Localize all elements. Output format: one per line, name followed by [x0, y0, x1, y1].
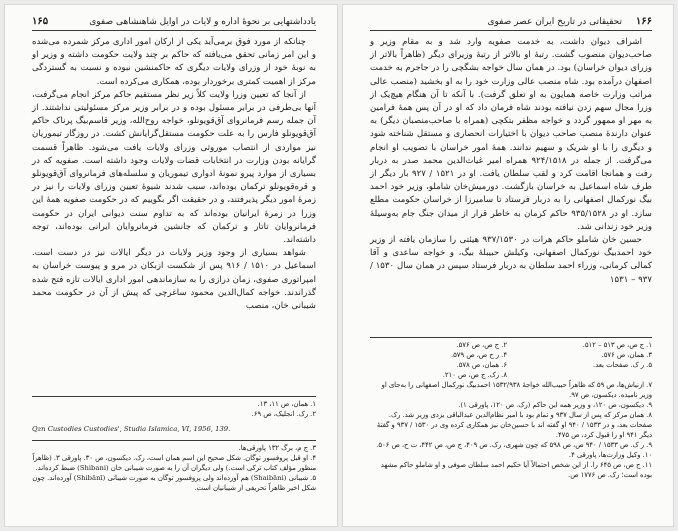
- left-footnotes-top: [32, 399, 316, 419]
- footnote: ۱. همان، ص ۱۱، ۱۳.: [257, 400, 316, 408]
- footnote: ۶. همان، ص ۵۷۸.: [456, 361, 507, 369]
- footnote-column-left: [370, 340, 507, 380]
- left-paragraph-2: از آنجا که تعیین وزرا ولایت کلاً زیر نظر مستقیم حاکم مرکز انجام می‌گرفت، آنها بی‌طرفی در برابر مسئول بوده و در برابر وزیر مرکز مسئولیتی نداشتند. از آن جمله رسم فرمانروای آق‌قویونلو، خواجه روح‌الله، وزیر قاسم‌بیگ پرناک حاکم آق‌قویونلو فارس را به علت حکومت مستقل‌گرایانش کشت. در روزگار تیموریان نیز مواردی از انتصاب موروثی وزرای ولایات یافت می‌شود. ظاهراً قسمت گرایانه بودن وزارت در انتخابات قضات ولایات وجود داشته است. صفویه که در بسیاری از موارد پیرو نمونهٔ ادواری تیموریان و سلسله‌های فرمانروای آق‌قویونلو و قره‌قویونلو ترکمان بوده‌اند، سبب شدند شیوهٔ تعیین وزرای ولایات را نیز در زمرهٔ امور دیگر پذیرفتند، و در حقیقت اگر بگوییم که در حکومت صفویه همهٔ این وزرا در زمرهٔ ایرانیان بوده‌اند که به تداوم سنت دیوانی ایران در حکومت فرمانروایان تاتار و ترکمان که جانشین فرمانروایان ایرانی بوده‌اند، توجه داشته‌اند.: [32, 89, 316, 246]
- left-footnotes-bottom: [32, 443, 316, 493]
- right-running-head: تحقیقاتی در تاریخ ایران عصر صفوی: [487, 17, 622, 27]
- right-page-number: ۱۶۶: [635, 16, 652, 27]
- footnote-grid: [370, 340, 652, 380]
- footnote: ۸. همان مرکز که پس از سال ۹۳۷ و تمام بود با امیر نظام‌الدین عبدالباقی یزدی وزیر شد. رک. صفحات بعد، و در ۱۵۳۳ / ۹۴۰ او گفته اند با حسین‌خان نیز همکاری کرده وی در ۱۵۳۰ / ۹۳۷ و گفتهٔ دیگر ۹۴۱ او را قبول کرد، ص ۴۷۵.: [376, 411, 652, 439]
- right-footnote-rule: [370, 337, 652, 338]
- left-page-number: ۱۶۵: [32, 16, 49, 27]
- left-paragraph-3: شواهد بسیاری از وجود وزیر ولایات در دیگر ایالات نیز در دست است. اسماعیل در ۱۵۱۰ / ۹۱۶ پس از شکست ازبکان در مرو و پیوست خراسان به امپراتوری صفوی، زمان درازی را به سازماندهی امور اداری ایالات تازه فتح شده گذراندند. خواجه کمال‌الدین محمود ساغرچی که پیش از آن در حکومت محمد شیبانی خان، منصب: [32, 248, 316, 312]
- footnote: ۱۰. وکیل وزارت‌ها، پاورقی ۴.: [568, 451, 652, 459]
- left-running-head: یادداشتهایی بر نحوهٔ اداره و لایات در اوایل شاهنشاهی صفوی: [89, 17, 316, 27]
- footnote: ۴. ر ح ص، ص ۵۷۹.: [450, 351, 507, 359]
- footnote: ۱۱. ج ص، ص ۶۴۵ را. از این شخص احتمالاً آیا حکیم احمد سلطان صوفی و او شاملو حاکم مشهد بوده است؛ رک. ص ۱۷۷۶ ص.: [380, 461, 652, 479]
- latin-citation: Qzn Custodies Custodies', Studia Islamica, VI, 1956, 139.: [32, 425, 231, 433]
- footnote: ۳. همان، ص ۵۷۶.: [601, 351, 652, 359]
- footnote-column-right: [515, 340, 652, 380]
- footnote: ۴. او قبل پروفسور توگان. شکل صحیح این اسم همان است، رک. دیکسون، ص ۳۰. پاورقی ۳. (ظاهراً منظور مؤلف کتاب ترکی است.) ولی دیگران آن را به صورت شیبانی خان (Shibani) ضبط کرده‌اند.: [32, 454, 316, 472]
- right-paragraph-2: حسین خان شاملو حاکم هرات در ۹۳۷/۱۵۳۰ هیئتی را سازمان یافته از وزیر خود احمدبیگ نورکمال اصفهانی، وکیلش حبیبلهٔ بیگ، و خواجه ساعدی و آقا کمالی کرمانی، وزراء احمد سلطان به دربار فرستاد سپس در همان سال ۱۵۳۰ / ۹۳۷ – ۱۵۳۱: [370, 235, 652, 285]
- right-paragraph-1: اشراف دیوان داشت، به خدمت صفویه وارد شد و به مقام وزیر و صاحب‌دیوان منصوب گشت. رتبهٔ او بالاتر از رتبهٔ وزیرای دیگر (ظاهراً بالاتر از وزرای دیوان خراسان) بود. در همان سال خواجه بشگچی را در جاجرم به خدمت اصفهان درآمده بود. شاه منصب عالی وزارت خود را به او بخشید (منصب عالی مراتب وزارت خاصه همایون به او تعلق گرفت). با آنکه تا آن هنگام هیچ‌یک از وزرا مجال سهم زدن نیافته بودند شاه فرمان داد که او در آن پس همهٔ فرامین به مهر او ممهور گردد و خواجه مظفر بتکچی (همراه با صاحب‌منصبان دیگر) به عنوان دارندهٔ منصب صاحب دیوان با اختیارات انحصاری و مستقل شناخته شود و دیگری را با او شریک و سهیم ندانند. همهٔ امور خراسان با تصویب او انجام می‌گرفت. از جمله در ۹۲۴/۱۵۱۸ همراه امیر غیاث‌الدین محمد صدر به دربار رفت و همانجا اقامت کرد و لقب سلطان یافت. او در ۱۵۲۱ / ۹۲۷ بار دیگر از طرف شاه اسماعیل به خراسان بازگشت. دورمیش‌خان شاملو، وزیر خود احمد بیگ نورکمال اصفهانی را به دربار فرستاد تا سامیرزا از خراسان حکومت مطلع سازد. او در ۹۳۵/۱۵۲۸ حاکم کرمان به خاطر قرار از میدان جنگ جام به‌وسیلهٔ وزیر خود زندانی شد.: [370, 37, 652, 232]
- footnote: ۱. ج ص، ص ۵۱۳ – ۵۱۲.: [582, 341, 652, 349]
- right-footnotes: [370, 340, 652, 480]
- footnote: ۵. شیبانی (Shaibāni) هم آورده‌اند ولی پروفسور توگان به صورت شیبانی (Shibānī) آورده‌اند. چون شکل اخیر ظاهراً تحریفی از شیبانیان است.: [32, 474, 316, 492]
- right-page: [342, 4, 674, 527]
- footnote: ۲. رک. انجلیک، ص ۶۹.: [251, 410, 316, 418]
- left-paragraph-1: چنانکه از مورد فوق برمی‌آید یکی از ارکان امور اداری مرکز شمرده می‌شده و این امر زمانی تحقق می‌یافته که حاکم بر چند ولایت حکومت داشته و وزیر او به نوبهٔ خود از وزرای ولایات دیگری که حاکمنشین نبوده و نسبت به گستردگی مرکز از اهمیت کمتری برخوردار بوده، همکاری می‌کرده است.: [32, 37, 316, 87]
- footnote: ۹. ر ک. ص ۱۵۳۳ / ۹۴۰ ص، ص ۵۹۸ که چون شهری، رک. ص ۴۰۹، ج ص، ص ۴۴۲، ت ح، ص ۵۰۶.: [376, 441, 652, 449]
- left-body-text: [32, 36, 316, 313]
- footnote: ۷. ازنیاش‌ها، ص ۵۹ که ظاهراً حبیب‌الله خواجهٔ ۱۵۳۲/۹۳۸ احمدبیگ نورکمال اصفهانی را به‌جای او وزیر نامیده. دیکسون، ص ۹۷.: [381, 381, 652, 399]
- footnote: ۸. رک. ج ص، ص ۲۱۰.: [442, 371, 507, 379]
- left-footnote-rule-2: [32, 440, 316, 441]
- left-footnote-rule: [32, 396, 316, 397]
- left-running-header: [32, 14, 316, 31]
- right-body-text: [370, 36, 652, 287]
- footnote: ۳. ج م، برگ ۱۳۲ پاورقی‌ها.: [238, 444, 316, 452]
- footnote: ۹. دیکسون، ص ۱۲۰، و وزیر همه این حاکم (رک. ص ۱۲۰، پاورقی ۱).: [458, 401, 652, 409]
- left-page: [4, 4, 338, 527]
- footnote: ۵. ر ک. صفحات بعد.: [593, 361, 652, 369]
- footnote: ۲. ج ص، ص ۵۷۶.: [456, 341, 507, 349]
- right-running-header: [370, 14, 652, 31]
